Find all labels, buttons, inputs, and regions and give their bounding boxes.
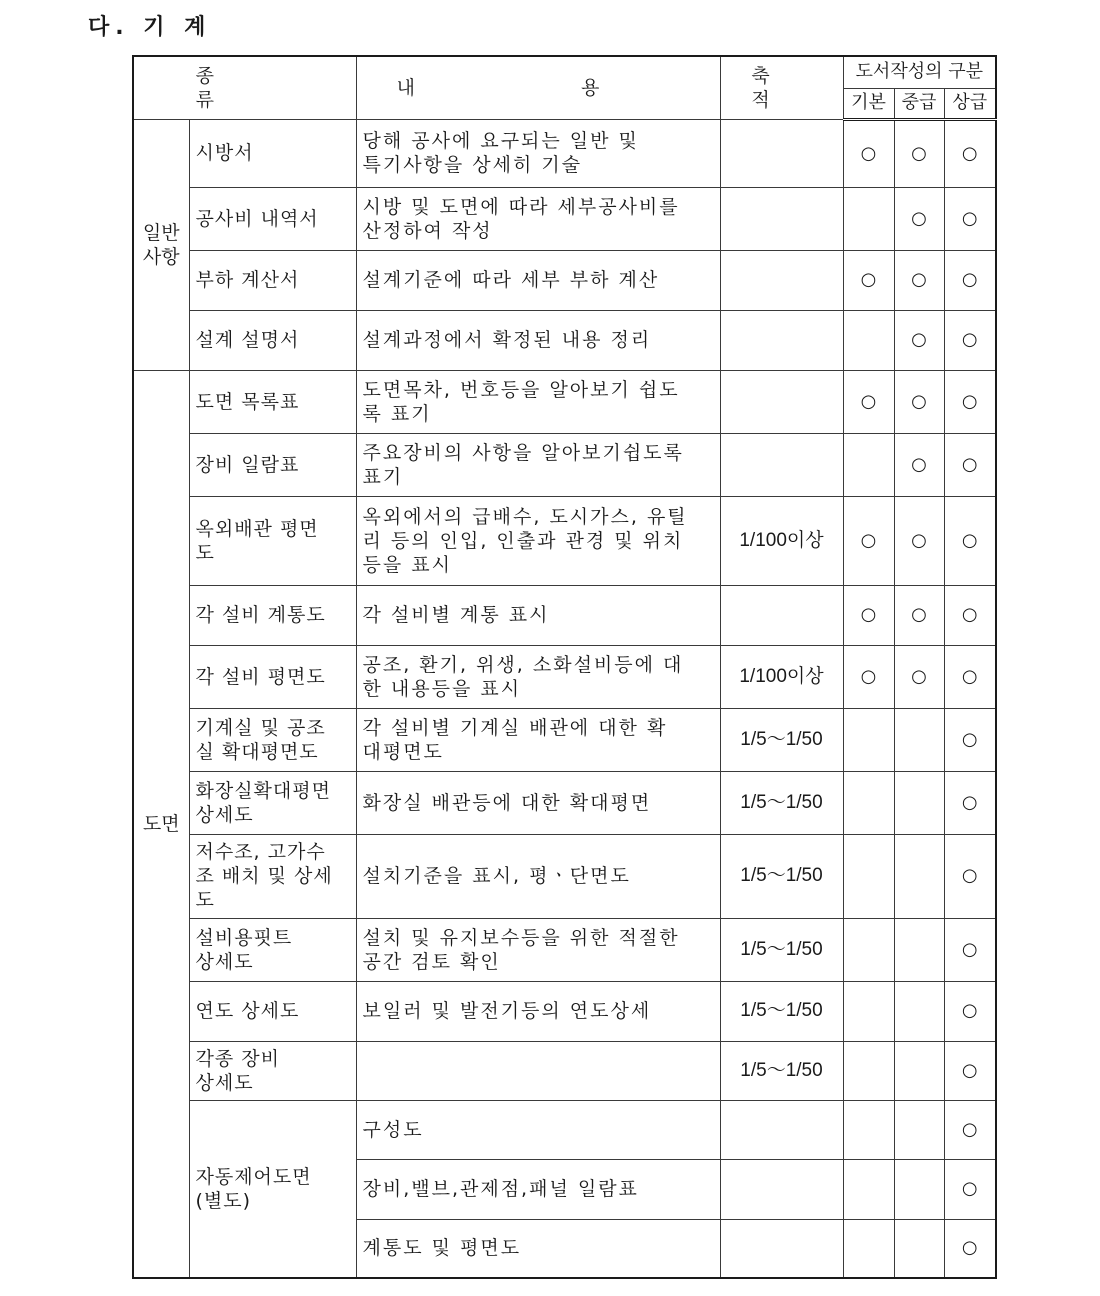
content-cell: 당해 공사에 요구되는 일반 및 특기사항을 상세히 기술 <box>356 119 720 187</box>
mark-medium <box>894 771 944 834</box>
mark-advanced: ○ <box>944 1219 996 1278</box>
content-cell: 각 설비별 기계실 배관에 대한 확 대평면도 <box>356 708 720 771</box>
mark-basic <box>843 834 894 918</box>
mark-medium: ○ <box>894 370 944 433</box>
scale-cell <box>720 119 843 187</box>
type-cell: 공사비 내역서 <box>189 187 356 250</box>
type-cell: 기계실 및 공조 실 확대평면도 <box>189 708 356 771</box>
mark-advanced: ○ <box>944 918 996 981</box>
content-cell: 화장실 배관등에 대한 확대평면 <box>356 771 720 834</box>
mark-medium: ○ <box>894 310 944 370</box>
type-cell: 장비 일람표 <box>189 433 356 496</box>
content-cell: 설계과정에서 확정된 내용 정리 <box>356 310 720 370</box>
mark-advanced: ○ <box>944 1159 996 1219</box>
table-row <box>133 918 996 981</box>
scale-cell <box>720 370 843 433</box>
table-row <box>133 187 996 250</box>
scale-cell: 1/5～1/50 <box>720 918 843 981</box>
scale-cell: 1/5～1/50 <box>720 834 843 918</box>
table-row <box>133 585 996 645</box>
mark-basic <box>843 1100 894 1159</box>
mark-medium <box>894 834 944 918</box>
mark-medium <box>894 708 944 771</box>
table-row <box>133 310 996 370</box>
mark-basic <box>843 981 894 1041</box>
header-medium: 중급 <box>894 88 944 119</box>
table-row <box>133 250 996 310</box>
content-cell: 설치 및 유지보수등을 위한 적절한 공간 검토 확인 <box>356 918 720 981</box>
content-cell: 장비,밸브,관제점,패널 일람표 <box>356 1159 720 1219</box>
mark-advanced: ○ <box>944 645 996 708</box>
mark-basic: ○ <box>843 250 894 310</box>
mark-advanced: ○ <box>944 119 996 187</box>
content-cell <box>356 1041 720 1100</box>
table-row <box>133 771 996 834</box>
mark-basic: ○ <box>843 585 894 645</box>
mark-medium: ○ <box>894 119 944 187</box>
mark-basic <box>843 187 894 250</box>
mark-advanced: ○ <box>944 370 996 433</box>
type-cell: 화장실확대평면 상세도 <box>189 771 356 834</box>
mark-advanced: ○ <box>944 496 996 585</box>
content-cell: 옥외에서의 급배수, 도시가스, 유틸 리 등의 인입, 인출과 관경 및 위치 등을 표시 <box>356 496 720 585</box>
header-group: 도서작성의 구분 <box>843 56 996 88</box>
table-row <box>133 1041 996 1100</box>
mark-advanced: ○ <box>944 1100 996 1159</box>
header-content: 내 용 <box>356 56 720 119</box>
content-cell: 공조, 환기, 위생, 소화설비등에 대 한 내용등을 표시 <box>356 645 720 708</box>
scale-cell: 1/100이상 <box>720 645 843 708</box>
type-cell: 각 설비 평면도 <box>189 645 356 708</box>
mark-basic: ○ <box>843 645 894 708</box>
content-cell: 도면목차, 번호등을 알아보기 쉽도 록 표기 <box>356 370 720 433</box>
type-cell: 부하 계산서 <box>189 250 356 310</box>
mark-basic <box>843 1041 894 1100</box>
mark-advanced: ○ <box>944 310 996 370</box>
drawing-spec-table <box>132 55 997 1279</box>
mark-advanced: ○ <box>944 771 996 834</box>
mark-medium <box>894 981 944 1041</box>
content-cell: 설계기준에 따라 세부 부하 계산 <box>356 250 720 310</box>
type-cell: 설비용핏트 상세도 <box>189 918 356 981</box>
table-row <box>133 496 996 585</box>
type-cell: 설계 설명서 <box>189 310 356 370</box>
mark-advanced: ○ <box>944 433 996 496</box>
content-cell: 계통도 및 평면도 <box>356 1219 720 1278</box>
table-row <box>133 119 996 187</box>
mark-advanced: ○ <box>944 708 996 771</box>
mark-medium: ○ <box>894 585 944 645</box>
table-row <box>133 645 996 708</box>
mark-advanced: ○ <box>944 981 996 1041</box>
type-cell: 옥외배관 평면 도 <box>189 496 356 585</box>
content-cell: 주요장비의 사항을 알아보기쉽도록 표기 <box>356 433 720 496</box>
mark-medium: ○ <box>894 250 944 310</box>
mark-basic <box>843 771 894 834</box>
mark-basic: ○ <box>843 370 894 433</box>
category-cell: 일반 사항 <box>133 119 189 370</box>
scale-cell <box>720 1100 843 1159</box>
mark-basic <box>843 310 894 370</box>
scale-cell: 1/5～1/50 <box>720 1041 843 1100</box>
category-cell: 도면 <box>133 370 189 1278</box>
type-cell: 각 설비 계통도 <box>189 585 356 645</box>
mark-basic <box>843 708 894 771</box>
scale-cell: 1/5～1/50 <box>720 708 843 771</box>
table-row <box>133 708 996 771</box>
table-row <box>133 433 996 496</box>
mark-medium: ○ <box>894 496 944 585</box>
type-cell: 연도 상세도 <box>189 981 356 1041</box>
mark-medium <box>894 1159 944 1219</box>
mark-advanced: ○ <box>944 834 996 918</box>
table-body <box>133 119 996 1278</box>
header-type: 종 류 <box>133 56 356 119</box>
mark-medium <box>894 918 944 981</box>
mark-basic <box>843 433 894 496</box>
mark-medium <box>894 1219 944 1278</box>
mark-basic: ○ <box>843 119 894 187</box>
content-cell: 보일러 및 발전기등의 연도상세 <box>356 981 720 1041</box>
header-basic: 기본 <box>843 88 894 119</box>
type-cell: 도면 목록표 <box>189 370 356 433</box>
mark-basic <box>843 1159 894 1219</box>
header-advanced: 상급 <box>944 88 996 119</box>
mark-basic <box>843 1219 894 1278</box>
mark-advanced: ○ <box>944 585 996 645</box>
content-cell: 설치기준을 표시, 평ㆍ단면도 <box>356 834 720 918</box>
mark-basic <box>843 918 894 981</box>
section-title: 다. 기 계 <box>88 15 212 40</box>
mark-medium: ○ <box>894 433 944 496</box>
scale-cell <box>720 585 843 645</box>
scale-cell <box>720 187 843 250</box>
type-cell: 저수조, 고가수 조 배치 및 상세 도 <box>189 834 356 918</box>
table-row <box>133 1100 996 1159</box>
scale-cell <box>720 250 843 310</box>
mark-advanced: ○ <box>944 1041 996 1100</box>
mark-advanced: ○ <box>944 187 996 250</box>
scale-cell <box>720 1219 843 1278</box>
scale-cell: 1/100이상 <box>720 496 843 585</box>
scale-cell <box>720 310 843 370</box>
type-cell: 자동제어도면 (별도) <box>189 1100 356 1278</box>
scale-cell: 1/5～1/50 <box>720 981 843 1041</box>
mark-medium: ○ <box>894 187 944 250</box>
scale-cell <box>720 433 843 496</box>
mark-medium <box>894 1100 944 1159</box>
content-cell: 각 설비별 계통 표시 <box>356 585 720 645</box>
type-cell: 시방서 <box>189 119 356 187</box>
table-row <box>133 834 996 918</box>
scale-cell: 1/5～1/50 <box>720 771 843 834</box>
content-cell: 시방 및 도면에 따라 세부공사비를 산정하여 작성 <box>356 187 720 250</box>
mark-basic: ○ <box>843 496 894 585</box>
table-row <box>133 370 996 433</box>
scale-cell <box>720 1159 843 1219</box>
table-row <box>133 981 996 1041</box>
content-cell: 구성도 <box>356 1100 720 1159</box>
mark-advanced: ○ <box>944 250 996 310</box>
type-cell: 각종 장비 상세도 <box>189 1041 356 1100</box>
mark-medium: ○ <box>894 645 944 708</box>
mark-medium <box>894 1041 944 1100</box>
header-scale: 축 적 <box>720 56 843 119</box>
